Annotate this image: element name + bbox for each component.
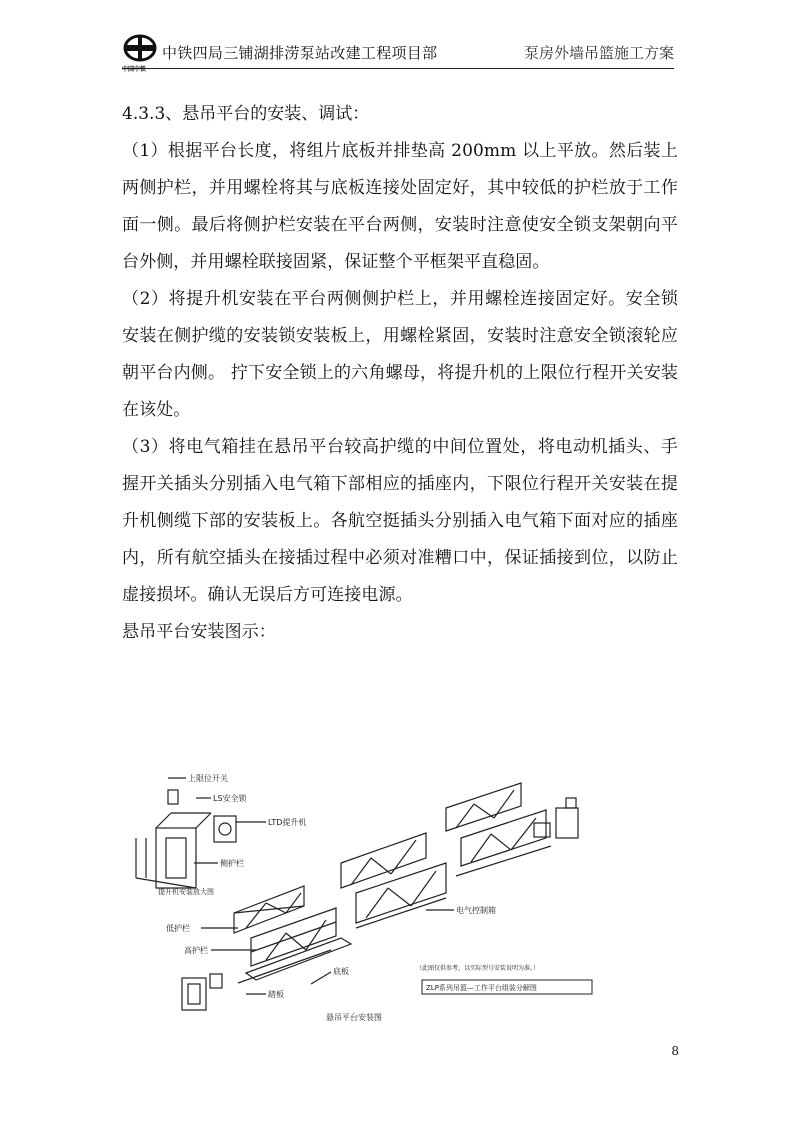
upper-limit-label: 上限位开关: [188, 774, 228, 783]
section-heading: 4.3.3、悬吊平台的安装、调试：: [122, 104, 370, 124]
electric-box-label: 电气控制箱: [456, 906, 496, 915]
base-plate-label: 底板: [333, 967, 349, 976]
figure-intro: 悬吊平台安装图示：: [122, 622, 276, 642]
hoist-detail-drawing: [136, 790, 236, 888]
header-doc-title: 泵房外墙吊篮施工方案: [523, 44, 674, 62]
base-plate-drawing: [238, 938, 351, 983]
low-rail-label: 低护栏: [166, 924, 190, 933]
page-number: 8: [671, 1044, 679, 1058]
right-frame-drawing: [446, 783, 578, 876]
company-logo: [122, 34, 158, 73]
detail-caption: 提升机安装放大图: [158, 888, 214, 896]
safety-lock-label: LS安全锁: [213, 794, 247, 803]
bottom-board-label: 踏板: [268, 990, 284, 999]
hoist-label: LTD提升机: [268, 818, 307, 827]
high-rail-drawing: [234, 886, 304, 933]
platform-assembly-figure: [126, 768, 606, 1028]
paragraph-1: （1）根据平台长度，将组片底板并排垫高 200mm 以上平放。然后装上两侧护栏，并用螺栓将其与底板连接处固定好，其中较低的护栏放于工作面一侧。最后将侧护栏安装在平台两侧，安装时注意使安全锁支架朝向平台外侧，并用螺栓联接固紧，保证整个平框架平直稳固。: [122, 141, 678, 272]
lower-hoist-drawing: [182, 974, 222, 1010]
low-rail-drawing: [251, 908, 336, 966]
paragraph-2: （2）将提升机安装在平台两侧侧护栏上，并用螺栓连接固定好。安全锁安装在侧护缆的安装锁安装板上，用螺栓紧固，安装时注意安全锁滚轮应朝平台内侧。 拧下安全锁上的六角螺母，将提升机的上限位行程开关安装在该处。: [122, 289, 678, 420]
page-header: [122, 32, 674, 73]
header-org: 中铁四局三铺湖排涝泵站改建工程项目部: [162, 44, 438, 62]
logo-caption: 中国中铁: [122, 66, 147, 73]
document-body: [122, 96, 678, 651]
paragraph-3: （3）将电气箱挂在悬吊平台较高护缆的中间位置处，将电动机插头、手握开关插头分别插入电气箱下部相应的插座内，下限位行程开关安装在提升机侧缆下部的安装板上。各航空挺插头分别插入电气箱下面对应的插座内，所有航空插头在接插过程中必须对准糟口中，保证插接到位，以防止虚接损坏。确认无误后方可连接电源。: [122, 437, 678, 605]
middle-frame-drawing: [341, 833, 446, 928]
main-caption: 悬吊平台安装图: [326, 1013, 382, 1022]
series-caption: ZLP系列吊篮—工作平台组装分解图: [426, 984, 537, 992]
high-rail-label: 高护栏: [184, 946, 208, 955]
side-rail-label: 侧护栏: [220, 859, 244, 868]
reference-note: （此图仅供参考，以实际型号安装说明为准。）: [416, 965, 540, 972]
